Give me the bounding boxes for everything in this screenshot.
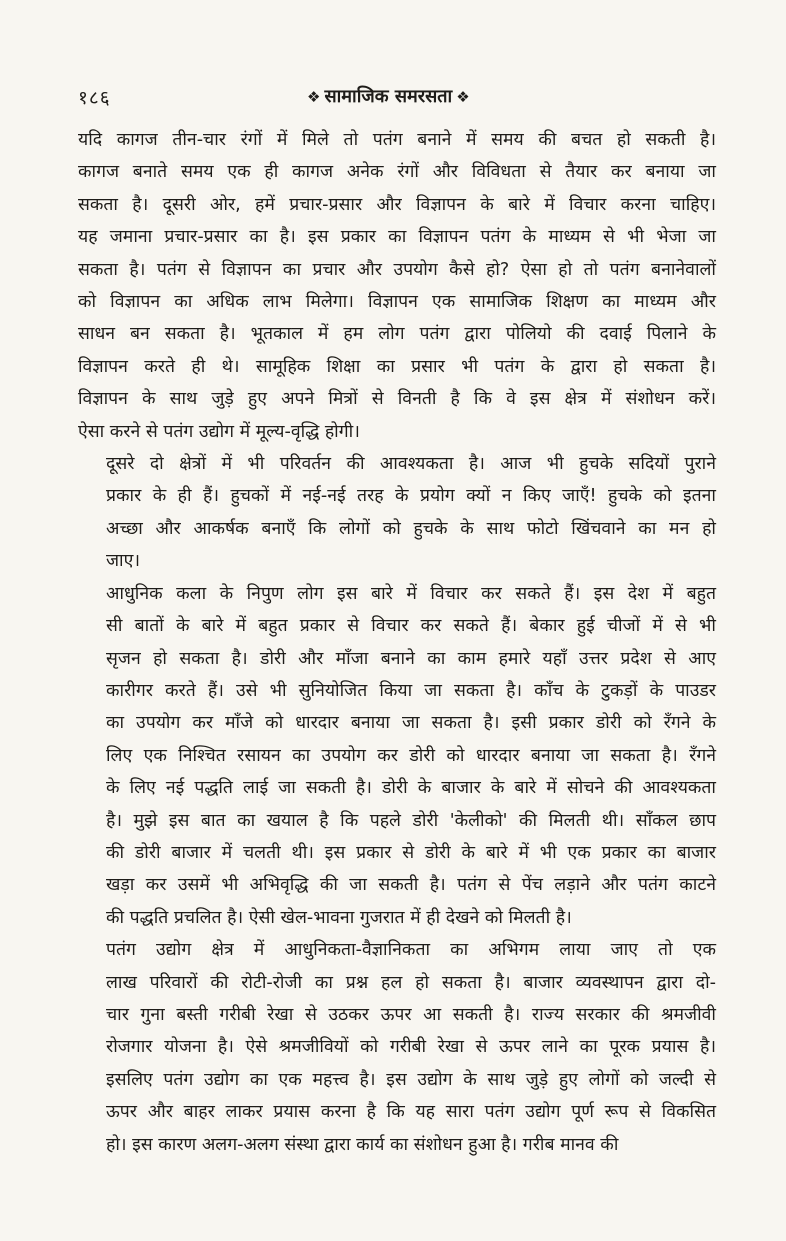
- text-line: ऊपर और बाहर लाकर प्रयास करना है कि यह सारा पतंग उद्योग पूर्ण रूप से विकसित: [106, 1102, 716, 1123]
- text-line: विज्ञापन के साथ जुड़े हुए अपने मित्रों से विनती है कि वे इस क्षेत्र में संशोधन करें।: [78, 389, 716, 410]
- text-line: जाए।: [106, 551, 141, 572]
- text-line: सी बातों के बारे में बहुत प्रकार से विचार कर सकते हैं। बेकार हुई चीजों में से भी: [106, 616, 716, 637]
- paragraph: [78, 124, 716, 448]
- text-line: साधन बन सकता है। भूतकाल में हम लोग पतंग द्वारा पोलियो की दवाई पिलाने के: [78, 324, 716, 345]
- text-line: दूसरे दो क्षेत्रों में भी परिवर्तन की आवश्यकता है। आज भी हुचके सदियों पुराने: [106, 454, 716, 475]
- paragraph: [78, 578, 716, 934]
- text-line: है। मुझे इस बात का खयाल है कि पहले डोरी 'केलीको' की मिलती थी। साँकल छाप: [106, 810, 716, 831]
- paragraph: [78, 934, 716, 1161]
- text-line: लिए एक निश्चित रसायन का उपयोग कर डोरी को धारदार बनाया जा सकता है। रँगने: [106, 745, 716, 766]
- text-line: पतंग उद्योग क्षेत्र में आधुनिकता-वैज्ञानिकता का अभिगम लाया जाए तो एक: [106, 940, 716, 961]
- text-line: ऐसा करने से पतंग उद्योग में मूल्य-वृद्धि होगी।: [78, 421, 360, 442]
- text-line: इसलिए पतंग उद्योग का एक महत्त्व है। इस उद्योग के साथ जुड़े हुए लोगों को जल्दी से: [106, 1069, 716, 1090]
- text-line: सकता है। दूसरी ओर, हमें प्रचार-प्रसार और विज्ञापन के बारे में विचार करना चाहिए।: [78, 194, 716, 215]
- text-line: की पद्धति प्रचलित है। ऐसी खेल-भावना गुजरात में ही देखने को मिलती है।: [106, 907, 572, 928]
- text-line: को विज्ञापन का अधिक लाभ मिलेगा। विज्ञापन एक सामाजिक शिक्षण का माध्यम और: [78, 292, 716, 313]
- text-line: रोजगार योजना है। ऐसे श्रमजीवियों को गरीबी रेखा से ऊपर लाने का पूरक प्रयास है।: [106, 1037, 716, 1058]
- text-line: के लिए नई पद्धति लाई जा सकती है। डोरी के बाजार के बारे में सोचने की आवश्यकता: [106, 778, 716, 799]
- text-line: अच्छा और आकर्षक बनाएँ कि लोगों को हुचके के साथ फोटो खिंचवाने का मन हो: [106, 518, 716, 539]
- page-header: [78, 84, 716, 118]
- text-line: विज्ञापन करते ही थे। सामूहिक शिक्षा का प्रसार भी पतंग के द्वारा हो सकता है।: [78, 356, 716, 377]
- text-line: लाख परिवारों की रोटी-रोजी का प्रश्न हल हो सकता है। बाजार व्यवस्थापन द्वारा दो-: [106, 972, 716, 993]
- ornament-right-icon: ❖: [456, 88, 470, 106]
- text-line: प्रकार के ही हैं। हुचकों में नई-नई तरह के प्रयोग क्यों न किए जाएँ! हुचके को इतना: [106, 486, 716, 507]
- text-line: कागज बनाते समय एक ही कागज अनेक रंगों और विविधता से तैयार कर बनाया जा: [78, 162, 716, 183]
- text-line: की डोरी बाजार में चलती थी। इस प्रकार से डोरी के बारे में भी एक प्रकार का बाजार: [106, 842, 716, 863]
- text-line: हो। इस कारण अलग-अलग संस्था द्वारा कार्य का संशोधन हुआ है। गरीब मानव की: [106, 1134, 619, 1155]
- text-line: का उपयोग कर माँजे को धारदार बनाया जा सकता है। इसी प्रकार डोरी को रँगने के: [106, 713, 716, 734]
- running-title: [303, 84, 474, 108]
- text-line: सकता है। पतंग से विज्ञापन का प्रचार और उपयोग कैसे हो? ऐसा हो तो पतंग बनानेवालों: [78, 259, 716, 280]
- text-line: यदि कागज तीन-चार रंगों में मिले तो पतंग बनाने में समय की बचत हो सकती है।: [78, 130, 716, 150]
- text-line: यह जमाना प्रचार-प्रसार का है। इस प्रकार का विज्ञापन पतंग के माध्यम से भी भेजा जा: [78, 227, 716, 248]
- paragraph: [78, 448, 716, 578]
- ornament-left-icon: ❖: [307, 88, 321, 106]
- text-line: खड़ा कर उसमें भी अभिवृद्धि की जा सकती है। पतंग से पेंच लड़ाने और पतंग काटने: [106, 875, 716, 896]
- body-text: [78, 124, 716, 1161]
- text-line: आधुनिक कला के निपुण लोग इस बारे में विचार कर सकते हैं। इस देश में बहुत: [106, 583, 716, 604]
- text-line: कारीगर करते हैं। उसे भी सुनियोजित किया जा सकता है। काँच के टुकड़ों के पाउडर: [106, 680, 716, 701]
- page-number: १८६: [78, 87, 111, 109]
- text-line: चार गुना बस्ती गरीबी रेखा से उठकर ऊपर आ सकती है। राज्य सरकार की श्रमजीवी: [106, 1004, 716, 1025]
- chapter-title: सामाजिक समरसता: [324, 86, 453, 107]
- text-line: सृजन हो सकता है। डोरी और माँजा बनाने का काम हमारे यहाँ उत्तर प्रदेश से आए: [106, 648, 716, 669]
